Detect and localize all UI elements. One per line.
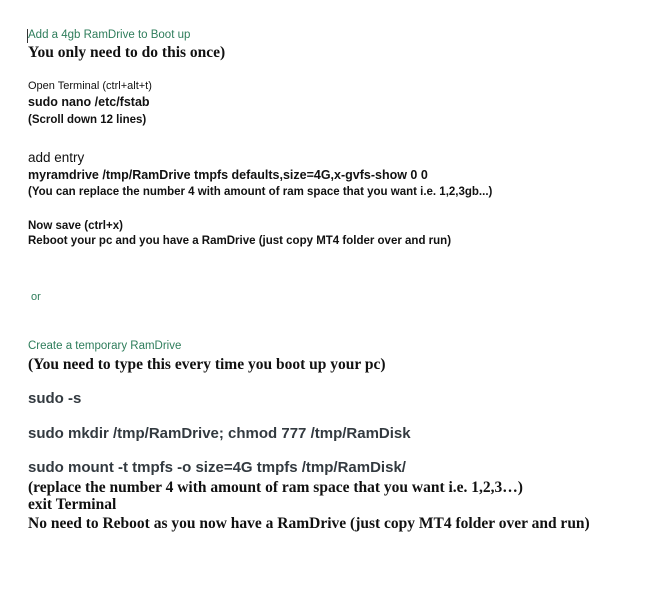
section2-note: (You need to type this every time you boot up your pc) <box>28 356 386 373</box>
section1-note: You only need to do this once) <box>28 44 226 61</box>
open-terminal-line: Open Terminal (ctrl+alt+t) <box>28 80 152 92</box>
or-separator: or <box>31 291 41 303</box>
save-line: Now save (ctrl+x) <box>28 220 123 232</box>
replace-note-1: (You can replace the number 4 with amount of ram space that you want i.e. 1,2,3gb...) <box>28 186 493 198</box>
mount-command: sudo mount -t tmpfs -o size=4G tmpfs /tmp/RamDisk/ <box>28 459 406 476</box>
add-entry-label: add entry <box>28 150 85 165</box>
section2-heading: Create a temporary RamDrive <box>28 340 182 352</box>
replace-note-2: (replace the number 4 with amount of ram space that you want i.e. 1,2,3…) <box>28 479 523 496</box>
scroll-note: (Scroll down 12 lines) <box>28 114 147 126</box>
fstab-entry: myramdrive /tmp/RamDrive tmpfs defaults,size=4G,x-gvfs-show 0 0 <box>28 168 428 182</box>
section1-heading: Add a 4gb RamDrive to Boot up <box>28 29 191 41</box>
nano-command: sudo nano /etc/fstab <box>28 95 150 109</box>
sudo-command: sudo -s <box>28 390 82 407</box>
exit-line: exit Terminal <box>28 496 117 513</box>
mkdir-command: sudo mkdir /tmp/RamDrive; chmod 777 /tmp/RamDisk <box>28 425 411 442</box>
final-line: No need to Reboot as you now have a RamDrive (just copy MT4 folder over and run) <box>28 515 590 532</box>
reboot-line: Reboot your pc and you have a RamDrive (just copy MT4 folder over and run) <box>28 235 452 247</box>
